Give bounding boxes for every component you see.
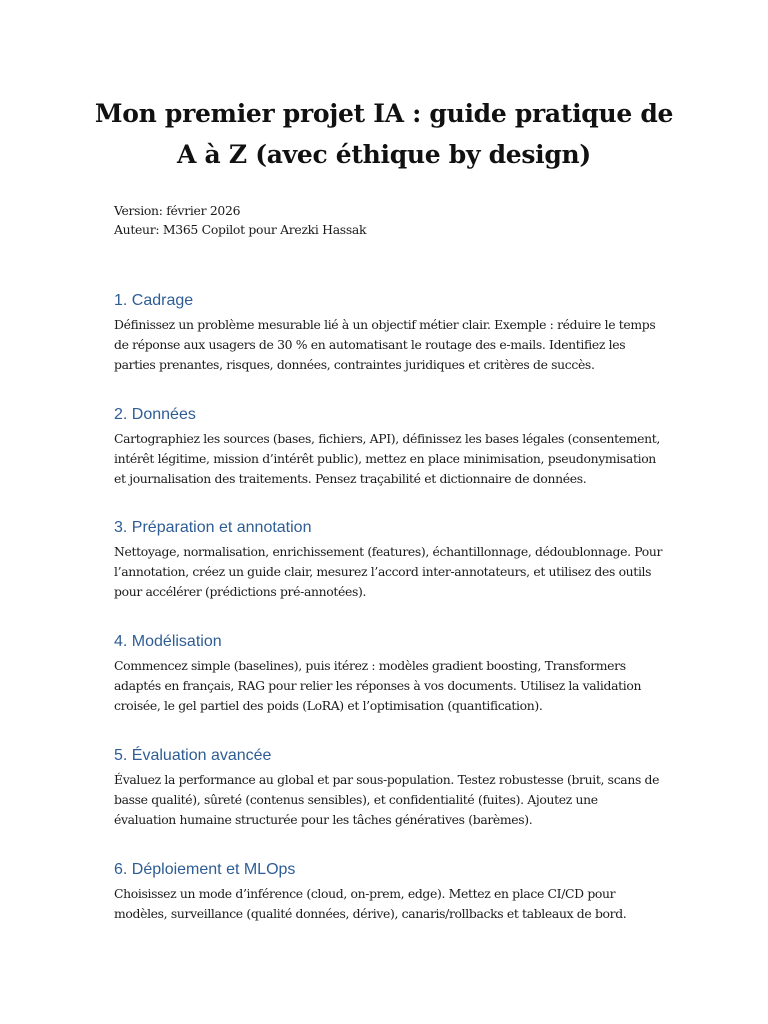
author-line: Auteur: M365 Copilot pour Arezki Hassak: [114, 222, 367, 237]
section-cadrage: [114, 291, 654, 375]
section-body: [114, 542, 663, 602]
section-body: [114, 429, 660, 489]
body-line: croisée, le gel partiel des poids (LoRA) et l’optimisation (quantification).: [114, 698, 543, 713]
body-line: intérêt légitime, mission d’intérêt public), mettez en place minimisation, pseudonymisation: [114, 451, 656, 466]
section-body: [114, 315, 654, 375]
body-line: Commencez simple (baselines), puis itérez : modèles gradient boosting, Transformers: [114, 658, 626, 673]
version-line: Version: février 2026: [114, 203, 241, 218]
document-title: [60, 93, 708, 175]
title-line-2: A à Z (avec éthique by design): [177, 140, 591, 169]
section-heading: 2. Données: [114, 406, 196, 423]
body-line: modèles, surveillance (qualité données, dérive), canaris/rollbacks et tableaux de bord.: [114, 906, 627, 921]
body-line: de réponse aux usagers de 30 % en automatisant le routage des e-mails. Identifiez les: [114, 337, 626, 352]
body-line: Nettoyage, normalisation, enrichissement (features), échantillonnage, dédoublonnage. Pour: [114, 544, 663, 559]
body-line: basse qualité), sûreté (contenus sensibles), et confidentialité (fuites). Ajoutez une: [114, 792, 598, 807]
section-heading: 4. Modélisation: [114, 633, 222, 650]
body-line: Choisissez un mode d’inférence (cloud, on-prem, edge). Mettez en place CI/CD pour: [114, 886, 616, 901]
body-line: Cartographiez les sources (bases, fichiers, API), définissez les bases légales (consentement,: [114, 431, 660, 446]
section-body: [114, 884, 654, 924]
body-line: évaluation humaine structurée pour les tâches génératives (barèmes).: [114, 812, 533, 827]
section-donnees: [114, 405, 660, 489]
body-line: Évaluez la performance au global et par sous-population. Testez robustesse (bruit, scans de: [114, 772, 660, 787]
section-deploiement-mlops: [114, 860, 654, 924]
section-modelisation: [114, 632, 654, 716]
document-meta: [114, 201, 366, 239]
section-body: [114, 656, 654, 716]
body-line: et journalisation des traitements. Pensez traçabilité et dictionnaire de données.: [114, 471, 587, 486]
section-evaluation-avancee: [114, 746, 660, 830]
body-line: parties prenantes, risques, données, contraintes juridiques et critères de succès.: [114, 357, 595, 372]
title-line-1: Mon premier projet IA : guide pratique de: [94, 99, 674, 128]
body-line: Définissez un problème mesurable lié à un objectif métier clair. Exemple : réduire le temps: [114, 317, 656, 332]
section-body: [114, 770, 660, 830]
body-line: pour accélérer (prédictions pré-annotées).: [114, 584, 367, 599]
body-line: l’annotation, créez un guide clair, mesurez l’accord inter-annotateurs, et utilisez des outils: [114, 564, 652, 579]
section-heading: 3. Préparation et annotation: [114, 519, 312, 536]
body-line: adaptés en français, RAG pour relier les réponses à vos documents. Utilisez la validation: [114, 678, 642, 693]
section-heading: 6. Déploiement et MLOps: [114, 861, 296, 878]
section-preparation-annotation: [114, 518, 663, 602]
section-heading: 5. Évaluation avancée: [114, 747, 272, 764]
section-heading: 1. Cadrage: [114, 292, 194, 309]
